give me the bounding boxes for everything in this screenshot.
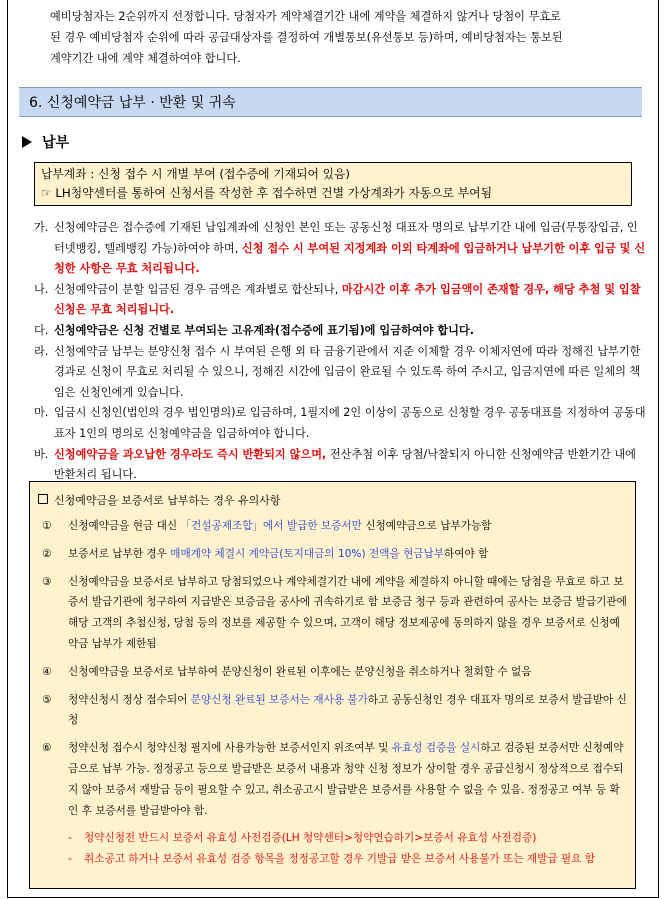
item-text (54, 218, 646, 280)
section-title: 6. 신청예약금 납부 · 반환 및 귀속 (29, 95, 236, 111)
item-marker: 마. (34, 406, 49, 420)
guarantee-notes-box (29, 481, 636, 889)
item-plain: 신청예약금을 현금 대신 (68, 520, 181, 532)
list-item (42, 544, 627, 565)
item-marker: ④ (42, 665, 52, 678)
item-plain: 신청예약금을 보증서로 납부하여 분양신청이 완료된 이후에는 분양신청을 취소하거나 철회할 수 없음 (68, 665, 532, 678)
account-note-box (34, 162, 632, 206)
list-item (34, 218, 646, 280)
item-bold: 신청예약금은 신청 건별로 부여되는 고유계좌(접수증에 표기됨)에 입금하여야 합니다. (54, 323, 474, 337)
item-plain: 하고 공동신청인 경우 대표자 명의로 보증서 발급받아 신청 (68, 693, 627, 727)
list-item (34, 280, 646, 321)
item-text (54, 280, 646, 321)
intro-line: 예비당첨자는 2순위까지 선정합니다. 당첨자가 계약체결기간 내에 계약을 체결하지 않거나 당첨이 무효로 (50, 10, 561, 23)
subsection-heading (22, 132, 69, 152)
item-marker: ① (42, 520, 52, 532)
item-marker: ⑤ (42, 693, 52, 706)
item-plain: 신청예약금으로 납부가능함 (361, 520, 492, 532)
dash-note (68, 849, 627, 870)
item-text (54, 445, 646, 486)
item-blue: 유효성 검증을 실시 (391, 742, 481, 755)
guarantee-notes-list (42, 516, 627, 870)
item-plain: 전산추첨 이후 당첨/낙찰되지 아니한 신청예약금 반환기간 내에 반환처리 됩니다. (54, 447, 636, 482)
item-text (68, 544, 627, 565)
list-item (34, 403, 646, 444)
dash-marker: - (68, 853, 72, 866)
triangle-bullet-icon (22, 136, 32, 148)
subsection-title: 납부 (42, 135, 70, 151)
item-red: 신청 접수 시 부여된 지정계좌 이외 타계좌에 입금하거나 납부기한 이후 입금 및 신청한 사항은 무효 처리됩니다. (54, 241, 646, 276)
item-plain: 청약신청 접수시 청약신청 필지에 사용가능한 보증서인지 위조여부 및 (68, 742, 392, 755)
item-red: 신청예약금을 과오납한 경우라도 즉시 반환되지 않으며, (54, 447, 327, 461)
item-marker: ③ (42, 575, 52, 588)
item-red: 마감시간 이후 추가 입금액이 존재할 경우, 해당 추첨 및 입찰신청은 무효 처리됩니다. (54, 282, 641, 317)
payment-rules-list (34, 218, 646, 486)
list-item (42, 662, 627, 683)
dash-marker: - (68, 832, 72, 845)
item-plain: 하여야 함 (444, 547, 489, 560)
note-line-1: 납부계좌 : 신청 접수 시 개별 부여 (접수증에 기재되어 있음) (41, 167, 351, 181)
item-blue: 분양신청 완료된 보증서는 재사용 불가 (190, 693, 368, 706)
item-blue: 「건설공제조합」에서 발급한 보증서만 (180, 520, 362, 532)
item-plain: 신청예약금이 분할 입금된 경우 금액은 계좌별로 합산되나, (54, 282, 342, 296)
item-blue: 매매계약 체결시 계약금(토지대금의 10%) 전액을 현금납부 (170, 547, 445, 560)
item-marker: 나. (34, 282, 49, 296)
dash-note (68, 828, 627, 849)
item-plain: 청약신청시 정상 접수되어 (68, 693, 191, 706)
item-text (68, 516, 627, 537)
list-item (42, 572, 627, 655)
list-item (42, 738, 627, 821)
dash-text: 취소공고 하거나 보증서 유효성 검증 항목을 정정공고할 경우 기발급 받은 보증서 사용불가 또는 재발급 필요 함 (84, 853, 596, 866)
item-plain: 신청예약금을 보증서로 납부하고 당첨되었으나 계약체결기간 내에 계약을 체결하지 아니할 때에는 당첨을 무효로 하고 보증서 발급기관에 청구하여 지급받은 보증금을 공사에 귀속하기로 함 보증금 청구 등과 관련하여 공사는 보증금 발급기관에 해당 고객의 추첨신청, 당첨 등의 정보를 제공할 수 있으며, 고객이 해당 정보제공에 동의하지 않을 경우 보증서로 신청예약금 납부가 제한됨 (68, 575, 627, 650)
section-header (19, 87, 642, 117)
item-marker: 바. (34, 447, 49, 461)
list-item (34, 342, 646, 404)
item-plain: 보증서로 납부한 경우 (68, 547, 171, 560)
intro-line: 계약기간 내에 계약 체결하여야 합니다. (50, 52, 241, 65)
note-line-2: ☞ LH청약센터를 통하여 신청서를 작성한 후 접수하면 건별 가상계좌가 자동으로 부여됨 (41, 186, 492, 200)
intro-paragraph (50, 6, 650, 69)
dash-text: 청약신청전 반드시 보증서 유효성 사전검증(LH 청약센터>청약연습하기>보증서 유효성 사전검증) (84, 832, 537, 845)
square-bullet-icon (38, 494, 48, 504)
item-text (68, 690, 627, 732)
item-marker: ② (42, 547, 52, 560)
item-plain: 신청예약금은 접수증에 기재된 납입계좌에 신청인 본인 또는 공동신청 대표자 명의로 납부기간 내에 입금(무통장입금, 인터넷뱅킹, 텔레뱅킹 가능)하여야 하며, (54, 221, 638, 255)
item-plain: 신청예약금 납부는 분양신청 접수 시 부여된 은행 외 타 금융기관에서 지준 이체할 경우 이체지연에 따라 정해진 납부기한 경과로 신청이 무효로 처리될 수 있으니, 정해진 시간에 입금이 완료될 수 있도록 하여 주시고, 입금지연에 따른 일체의 책임은 신청인에게 있습니다. (54, 344, 641, 399)
list-item (42, 690, 627, 732)
item-marker: 라. (34, 344, 49, 358)
list-item (34, 321, 646, 342)
item-plain: 입금시 신청인(법인의 경우 법인명의)로 입금하며, 1필지에 2인 이상이 공동으로 신청할 경우 공동대표를 지정하여 공동대표자 1인의 명의로 신청예약금을 입금하여야 합니다. (54, 406, 646, 440)
list-item (34, 445, 646, 486)
item-marker: 다. (34, 323, 49, 337)
list-item (42, 516, 627, 537)
guarantee-title-text: 신청예약금을 보증서로 납부하는 경우 유의사항 (54, 494, 281, 507)
item-marker: 가. (34, 221, 49, 234)
item-plain: 하고 검증된 보증서만 신청예약금으로 납부 가능. 정정공고 등으로 발급받은 보증서 내용과 청약 신청 정보가 상이할 경우 공급신청시 정상적으로 접수되지 않아 보증서 재발급 등이 필요할 수 있고, 취소공고시 발급받은 보증서를 사용할 수 없을 수 있음. 정정공고 여부 등 확인 후 보증서를 발급받아야 함. (68, 742, 624, 817)
guarantee-notes-title (38, 492, 281, 508)
item-text (68, 738, 627, 821)
item-marker: ⑥ (42, 742, 52, 755)
intro-line: 된 경우 예비당첨자 순위에 따라 공급대상자를 결정하여 개별통보(유선통보 등)하며, 예비당첨자는 통보된 (50, 31, 563, 44)
